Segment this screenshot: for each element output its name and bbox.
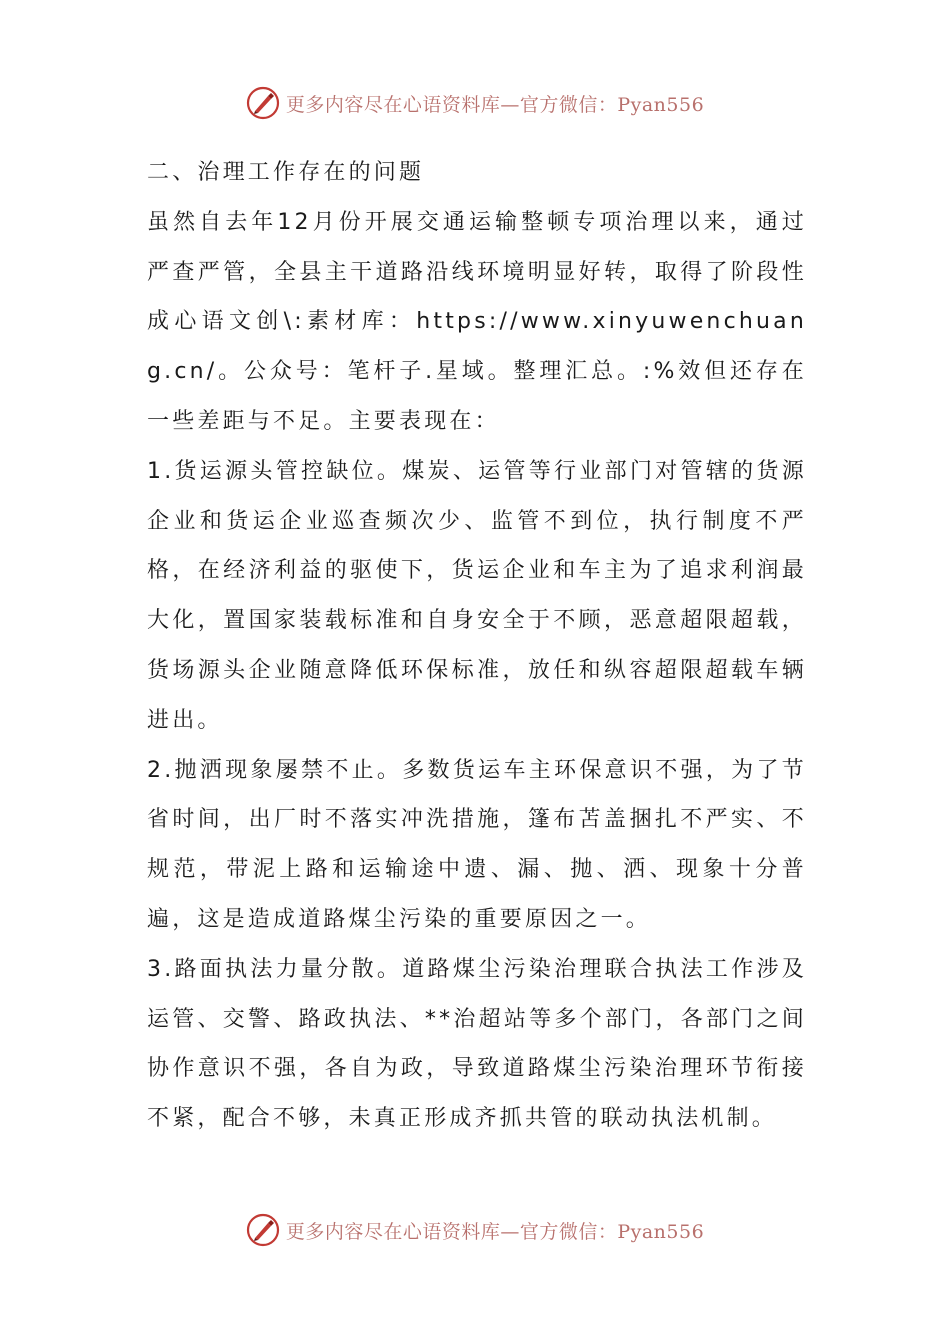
paragraph-point-1: 1.货运源头管控缺位。煤炭、运管等行业部门对管辖的货源企业和货运企业巡查频次少、监管不到位，执行制度不严格，在经济利益的驱使下，货运企业和车主为了追求利润最大化，置国家装载标准和自身安全于不顾，恶意超限超载，货场源头企业随意降低环保标准，放任和纵容超限超载车辆进出。 bbox=[147, 458, 807, 733]
pen-logo-icon bbox=[246, 1213, 280, 1247]
pen-logo-icon bbox=[246, 86, 280, 120]
document-body bbox=[147, 148, 807, 1144]
header-banner-text: 更多内容尽在心语资料库—官方微信：Pyan556 bbox=[285, 93, 705, 116]
section-title: 二、治理工作存在的问题 bbox=[147, 160, 425, 185]
footer-banner-inner bbox=[246, 1213, 704, 1247]
paragraph-intro: 虽然自去年12月份开展交通运输整顿专项治理以来，通过严查严管，全县主干道路沿线环境明显好转，取得了阶段性成心语文创\:素材库：https://www.xinyuwenchuang.cn/。公众号：笔杆子.星域。整理汇总。:%效但还存在一些差距与不足。主要表现在： bbox=[147, 209, 807, 434]
paragraph-point-2: 2.抛洒现象屡禁不止。多数货运车主环保意识不强，为了节省时间，出厂时不落实冲洗措施，篷布苫盖捆扎不严实、不规范，带泥上路和运输途中遗、漏、抛、洒、现象十分普遍，这是造成道路煤尘污染的重要原因之一。 bbox=[147, 757, 807, 932]
footer-banner-text: 更多内容尽在心语资料库—官方微信：Pyan556 bbox=[285, 1220, 705, 1243]
footer-banner bbox=[0, 1210, 950, 1250]
header-banner-inner bbox=[246, 86, 704, 120]
paragraph-point-3: 3.路面执法力量分散。道路煤尘污染治理联合执法工作涉及运管、交警、路政执法、**治超站等多个部门，各部门之间协作意识不强，各自为政，导致道路煤尘污染治理环节衔接不紧，配合不够，未真正形成齐抓共管的联动执法机制。 bbox=[147, 956, 807, 1132]
header-banner bbox=[0, 83, 950, 123]
